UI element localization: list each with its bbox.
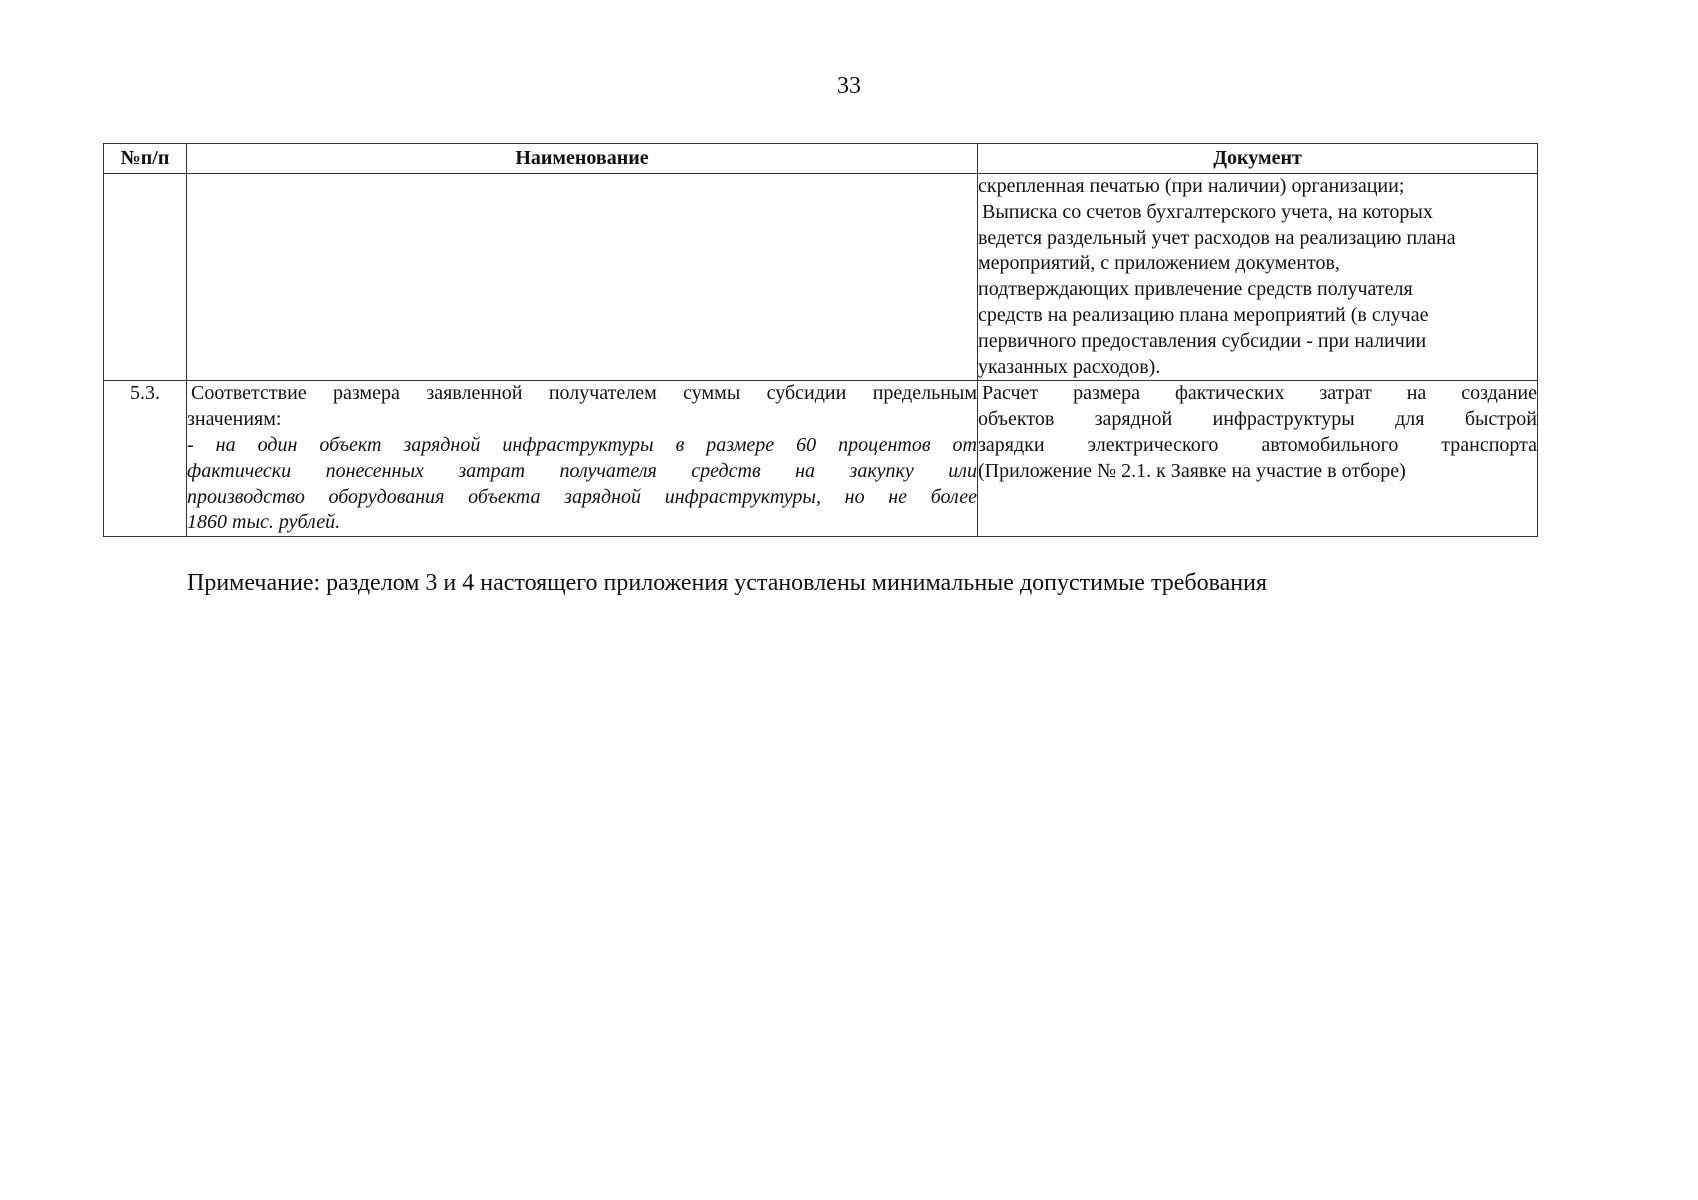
- document-line: первичного предоставления субсидии - при наличии: [978, 329, 1427, 352]
- name-italic-line: производство оборудования объекта зарядной инфраструктуры, но не более: [187, 485, 977, 508]
- page-number: 33: [837, 73, 861, 99]
- row-document-cell: [978, 381, 1538, 537]
- requirements-table: [103, 143, 1538, 537]
- document-line: средств на реализацию плана мероприятий (в случае: [978, 303, 1429, 326]
- header-name: Наименование: [187, 144, 978, 174]
- table-header-row: [104, 144, 1538, 174]
- document-line: подтверждающих привлечение средств получателя: [978, 278, 1413, 301]
- row-num-cell: 5.3.: [104, 381, 187, 537]
- header-num: №п/п: [104, 144, 187, 174]
- table-row: [104, 174, 1538, 381]
- document-line: мероприятий, с приложением документов,: [978, 252, 1340, 275]
- document-line: Выписка со счетов бухгалтерского учета, на которых: [982, 200, 1433, 223]
- document-line: (Приложение № 2.1. к Заявке на участие в отборе): [978, 459, 1406, 482]
- row-document-cell: [978, 174, 1538, 381]
- name-line: значениям:: [187, 408, 282, 431]
- document-line: скрепленная печатью (при наличии) организации;: [978, 175, 1405, 197]
- document-line: объектов зарядной инфраструктуры для быстрой: [978, 408, 1537, 431]
- row-num-cell: [104, 174, 187, 381]
- name-italic-line: фактически понесенных затрат получателя средств на закупку или: [187, 459, 977, 482]
- name-italic-line: 1860 тыс. рублей.: [187, 511, 341, 534]
- name-line: Соответствие размера заявленной получателем суммы субсидии предельным: [191, 382, 977, 405]
- table-row: [104, 381, 1538, 537]
- name-italic-line: - на один объект зарядной инфраструктуры в размере 60 процентов от: [187, 433, 977, 456]
- header-document: Документ: [978, 144, 1538, 174]
- footnote: Примечание: разделом 3 и 4 настоящего приложения установлены минимальные допустимые требования: [187, 570, 1267, 596]
- row-name-cell: [187, 381, 978, 537]
- document-line: зарядки электрического автомобильного транспорта: [978, 433, 1537, 456]
- document-line: указанных расходов).: [978, 355, 1161, 378]
- document-line: Расчет размера фактических затрат на создание: [982, 382, 1537, 405]
- document-line: ведется раздельный учет расходов на реализацию плана: [978, 226, 1456, 249]
- row-name-cell: [187, 174, 978, 381]
